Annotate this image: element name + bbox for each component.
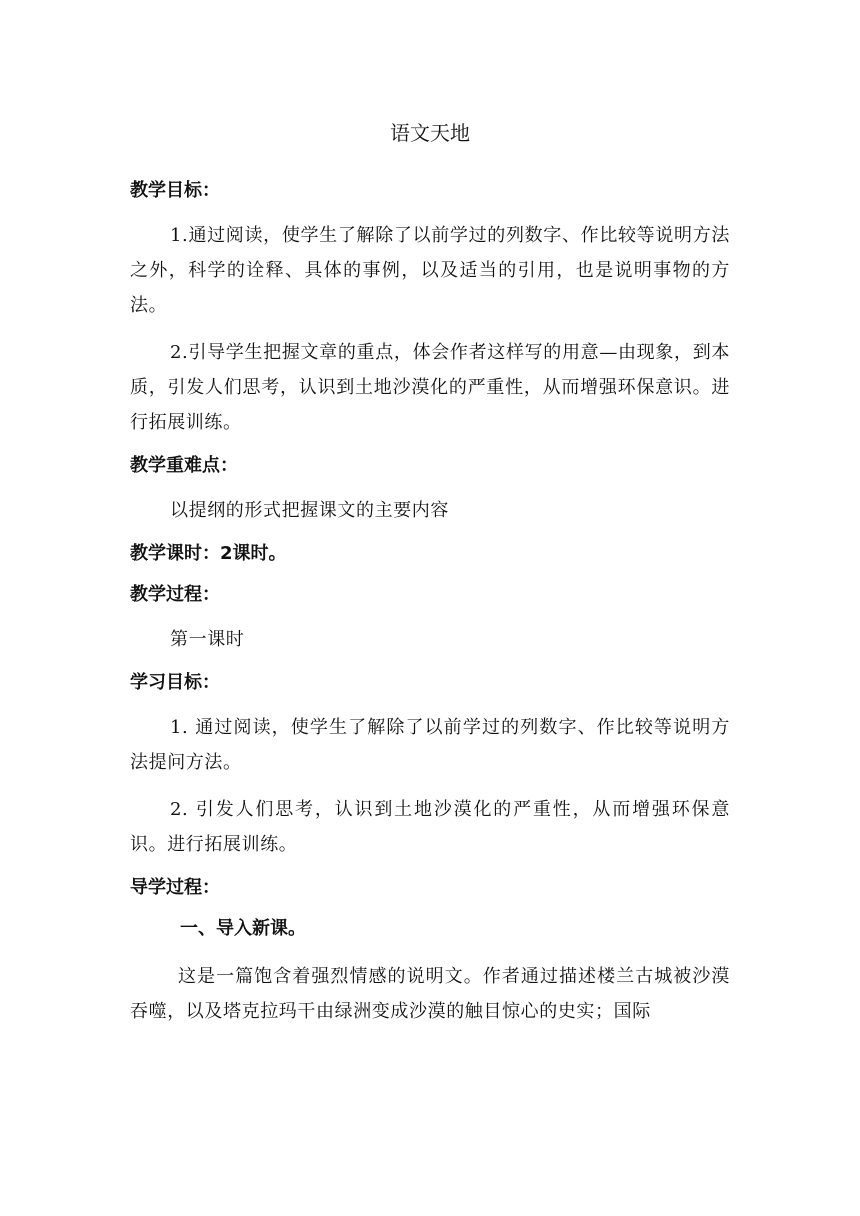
heading-guided-process: 导学过程： — [130, 877, 220, 898]
heading-objectives: 教学目标： — [130, 180, 220, 201]
document-title: 语文天地 — [390, 121, 470, 145]
heading-key-points: 教学重难点： — [130, 455, 238, 476]
learning-objective-1: 1. 通过阅读，使学生了解除了以前学过的列数字、作比较等说明方法提问方法。 — [130, 717, 730, 773]
key-points-text: 以提纲的形式把握课文的主要内容 — [170, 500, 449, 521]
first-lesson-label: 第一课时 — [170, 629, 245, 650]
learning-objective-2: 2. 引发人们思考，认识到土地沙漠化的严重性，从而增强环保意识。进行拓展训练。 — [130, 799, 730, 855]
heading-hours: 教学课时：2课时。 — [130, 543, 287, 564]
objective-1: 1.通过阅读，使学生了解除了以前学过的列数字、作比较等说明方法之外，科学的诠释、具体的事例，以及适当的引用，也是说明事物的方法。 — [130, 225, 730, 316]
document-body — [130, 177, 730, 1041]
intro-paragraph: 这是一篇饱含着强烈情感的说明文。作者通过描述楼兰古城被沙漠吞噬，以及塔克拉玛干由绿洲变成沙漠的触目惊心的史实；国际 — [130, 966, 730, 1022]
heading-learning-objectives: 学习目标： — [130, 672, 220, 693]
section-one-heading: 一、导入新课。 — [180, 918, 306, 939]
heading-process: 教学过程： — [130, 584, 220, 605]
objective-2: 2.引导学生把握文章的重点，体会作者这样写的用意—由现象，到本质，引发人们思考，认识到土地沙漠化的严重性，从而增强环保意识。进行拓展训练。 — [130, 342, 730, 433]
